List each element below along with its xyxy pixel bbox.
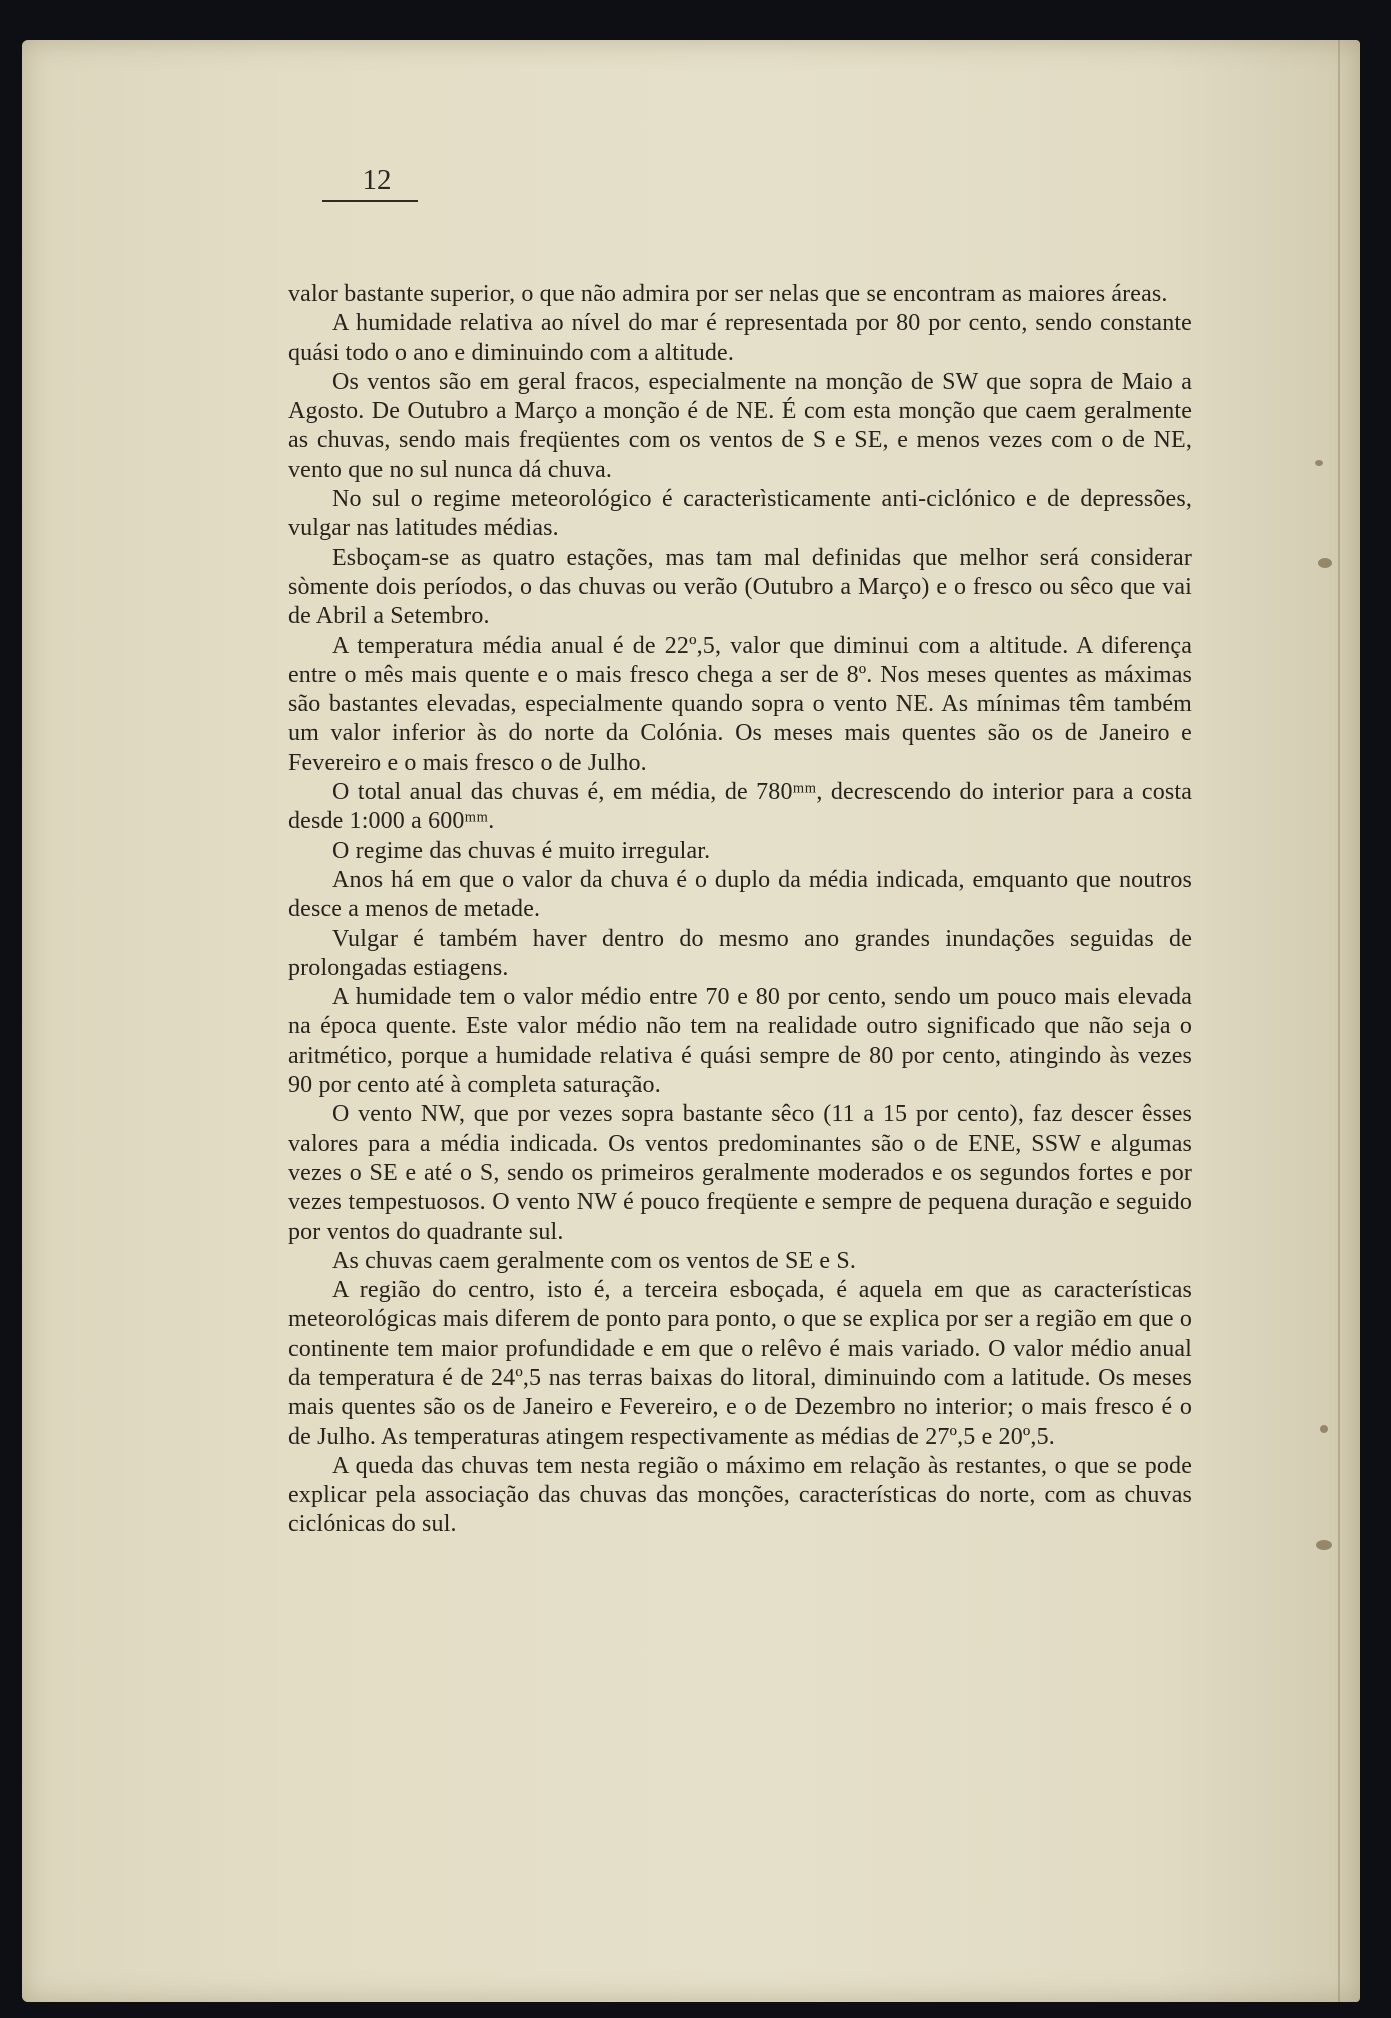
paragraph: valor bastante superior, o que não admira por ser nelas que se encontram as maiores áreas. bbox=[288, 281, 1168, 307]
page-fold-line bbox=[1338, 40, 1340, 2002]
page-number-underline bbox=[322, 200, 418, 202]
paragraph: A humidade relativa ao nível do mar é representada por 80 por cento, sendo constante quási todo o ano e diminuindo com a altitude. bbox=[288, 310, 1192, 366]
paper-blemish bbox=[1316, 1540, 1332, 1550]
paragraph: Os ventos são em geral fracos, especialmente na monção de SW que sopra de Maio a Agosto. De Outubro a Março a monção é de NE. É com esta monção que caem geralmente as chuvas, sendo mais freqüentes com os ventos de S e SE, e menos vezes com o de NE, vento que no sul nunca dá chuva. bbox=[288, 368, 1192, 483]
paragraph: A temperatura média anual é de 22º,5, valor que diminui com a altitude. A diferença entre o mês mais quente e o mais fresco chega a ser de 8º. Nos meses quentes as máximas são bastantes elevadas, especialmente quando sopra o vento NE. As mínimas têm também um valor inferior às do norte da Colónia. Os meses mais quentes são os de Janeiro e Fevereiro e o mais fresco o de Julho. bbox=[288, 632, 1192, 776]
paragraph: Esboçam-se as quatro estações, mas tam mal definidas que melhor será considerar sòmente dois períodos, o das chuvas ou verão (Outubro a Março) e o fresco ou sêco que vai de Abril a Setembro. bbox=[288, 544, 1192, 630]
paragraph: Vulgar é também haver dentro do mesmo ano grandes inundações seguidas de prolongadas estiagens. bbox=[288, 925, 1192, 981]
paragraph: Anos há em que o valor da chuva é o duplo da média indicada, emquanto que noutros desce a menos de metade. bbox=[288, 866, 1192, 923]
page-number: 12 bbox=[362, 164, 392, 196]
paragraph: No sul o regime meteorológico é caracterìsticamente anti-ciclónico e de depressões, vulgar nas latitudes médias. bbox=[288, 486, 1192, 542]
paragraph: A humidade tem o valor médio entre 70 e 80 por cento, sendo um pouco mais elevada na época quente. Este valor médio não tem na realidade outro significado que não seja o aritmético, porque a humidade relativa é quási sempre de 80 por cento, atingindo às vezes 90 por cento até à completa saturação. bbox=[288, 984, 1192, 1099]
body-text bbox=[288, 280, 1192, 1540]
paragraph: O regime das chuvas é muito irregular. bbox=[332, 837, 711, 864]
paper-blemish bbox=[1318, 558, 1332, 568]
paragraph: A queda das chuvas tem nesta região o máximo em relação às restantes, o que se pode explicar pela associação das chuvas das monções, características do norte, com as chuvas ciclónicas do sul. bbox=[288, 1452, 1192, 1538]
scanned-page bbox=[22, 40, 1360, 2002]
paragraph: As chuvas caem geralmente com os ventos de SE e S. bbox=[332, 1247, 857, 1274]
paragraph: A região do centro, isto é, a terceira esboçada, é aquela em que as características meteorológicas mais diferem de ponto para ponto, o que se explica por ser a região em que o continente tem maior profundidade e em que o relêvo é mais variado. O valor médio anual da temperatura é de 24º,5 nas terras baixas do litoral, diminuindo com a latitude. Os meses mais quentes são os de Janeiro e Fevereiro, e o de Dezembro no interior; o mais fresco é o de Julho. As temperaturas atingem respectivamente as médias de 27º,5 e 20º,5. bbox=[288, 1277, 1193, 1450]
paragraph: O vento NW, que por vezes sopra bastante sêco (11 a 15 por cento), faz descer êsses valores para a média indicada. Os ventos predominantes são o de ENE, SSW e algumas vezes o SE e até o S, sendo os primeiros geralmente moderados e os segundos fortes e por vezes tempestuosos. O vento NW é pouco freqüente e sempre de pequena duração e seguido por ventos do quadrante sul. bbox=[288, 1101, 1192, 1245]
paper-blemish bbox=[1320, 1425, 1328, 1433]
paragraph: O total anual das chuvas é, em média, de 780ᵐᵐ, decrescendo do interior para a costa desde 1:000 a 600ᵐᵐ. bbox=[288, 779, 1192, 835]
paper-blemish bbox=[1315, 460, 1323, 466]
